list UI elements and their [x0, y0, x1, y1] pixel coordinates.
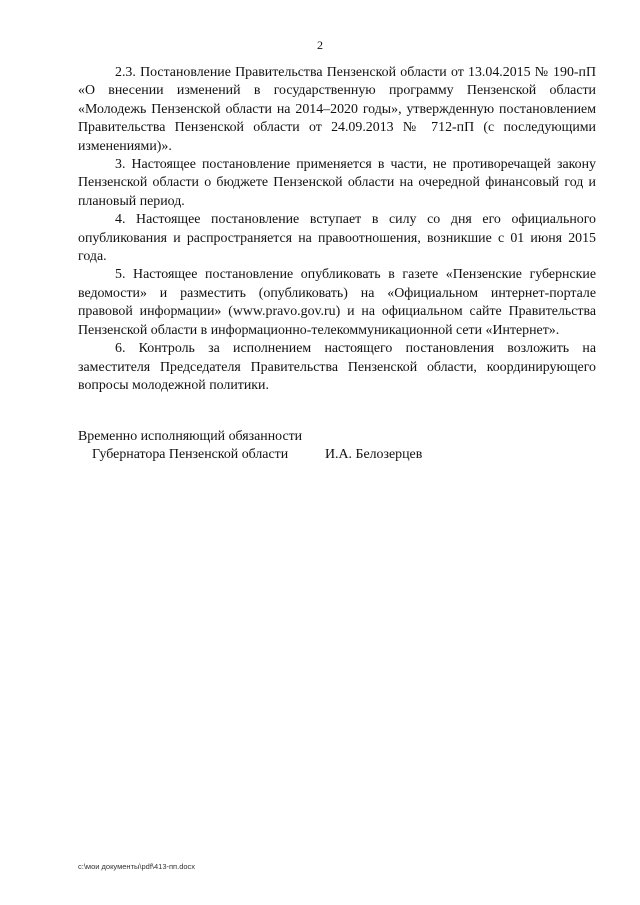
paragraph-4: 4. Настоящее постановление вступает в силу со дня его официального опубликования и распространяется на правоотношения, возникшие с 01 июня 2015 года. [78, 212, 596, 265]
signature-block [78, 428, 538, 465]
signature-title-line: Временно исполняющий обязанности [78, 429, 303, 444]
paragraph-2-3: 2.3. Постановление Правительства Пензенской области от 13.04.2015 № 190-пП «О внесении изменений в государственную программу Пензенской области «Молодежь Пензенской области на 2014–2020 годы», утвержденную постановлением Правительства Пензенской области от 24.09.2013 № 712-пП (с последующими изменениями)». [78, 65, 596, 154]
signatory-name: И.А. Белозерцев [325, 447, 423, 463]
footer-file-path: c:\мои документы\pdf\413-пп.docx [78, 862, 196, 871]
signature-position-line [78, 446, 538, 464]
paragraph-6: 6. Контроль за исполнением настоящего постановления возложить на заместителя Председателя Правительства Пензенской области, координирующего вопросы молодежной политики. [78, 341, 596, 393]
document-body [78, 64, 596, 395]
paragraph-3: 3. Настоящее постановление применяется в части, не противоречащей закону Пензенской области о бюджете Пензенской области на очередной финансовый год и плановый период. [78, 157, 596, 209]
signature-position: Губернатора Пензенской области [92, 447, 289, 463]
paragraph-5: 5. Настоящее постановление опубликовать в газете «Пензенские губернские ведомости» и разместить (опубликовать) на «Официальном интернет-портале правовой информации» (www.pravo.gov.ru) и на официальном сайте Правительства Пензенской области в информационно-телекоммуникационной сети «Интернет». [78, 267, 596, 338]
page-number: 2 [317, 38, 323, 52]
